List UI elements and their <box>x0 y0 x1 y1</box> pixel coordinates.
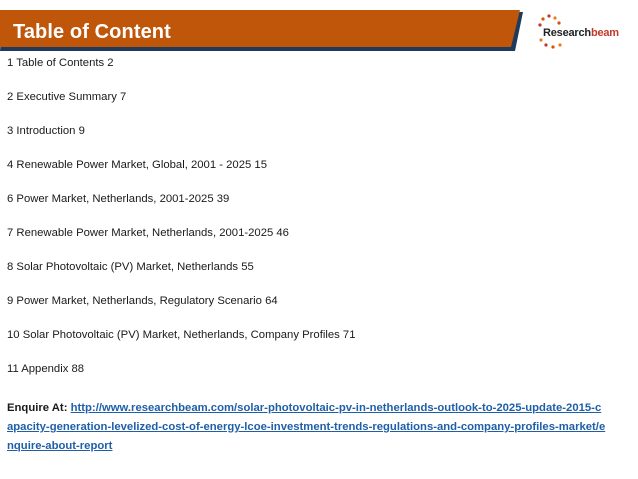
toc-item: 1 Table of Contents 2 <box>7 57 114 69</box>
enquire-label: Enquire At: <box>7 402 68 414</box>
toc-item: 7 Renewable Power Market, Netherlands, 2001-2025 46 <box>7 227 289 239</box>
toc-item: 3 Introduction 9 <box>7 125 85 137</box>
toc-item: 10 Solar Photovoltaic (PV) Market, Netherlands, Company Profiles 71 <box>7 329 356 341</box>
toc-item: 11 Appendix 88 <box>7 363 85 375</box>
logo-text-research: Research <box>543 27 591 39</box>
toc-item: 8 Solar Photovoltaic (PV) Market, Netherlands 55 <box>7 261 254 273</box>
logo-wordmark <box>543 27 619 39</box>
toc-item: 2 Executive Summary 7 <box>7 91 127 103</box>
enquire-block <box>7 399 607 456</box>
enquire-link[interactable]: http://www.researchbeam.com/solar-photovoltaic-pv-in-netherlands-outlook-to-2025-update-2015-capacity-generation-levelized-cost-of-energy-lcoe-investment-trends-regulations-and-company-profiles-market/enquire-about-report <box>7 402 606 452</box>
toc-item: 4 Renewable Power Market, Global, 2001 - 2025 15 <box>7 159 267 171</box>
table-of-contents-list <box>7 55 627 395</box>
page-title: Table of Content <box>13 21 171 43</box>
toc-item: 6 Power Market, Netherlands, 2001-2025 39 <box>7 193 230 205</box>
brand-logo[interactable] <box>537 12 635 50</box>
toc-item: 9 Power Market, Netherlands, Regulatory Scenario 64 <box>7 295 278 307</box>
header-banner <box>0 10 528 51</box>
logo-text-beam: beam <box>590 27 619 39</box>
